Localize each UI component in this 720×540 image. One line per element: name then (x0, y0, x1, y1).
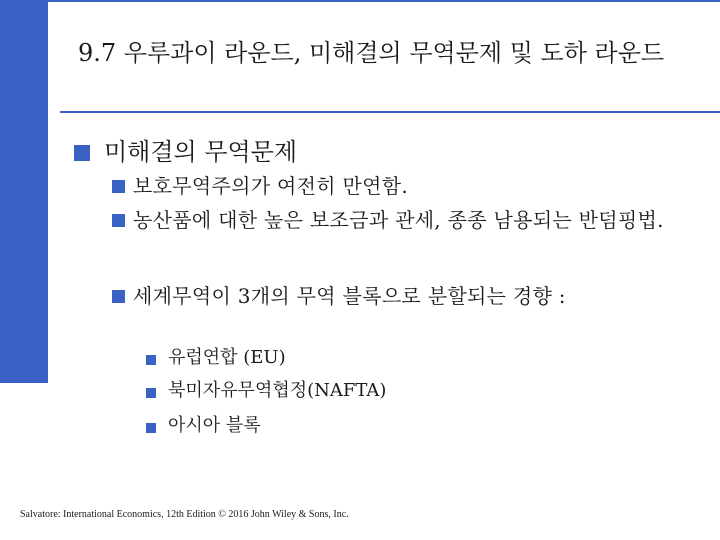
bullet-text: 보호무역주의가 여전히 만연함. (133, 174, 409, 198)
sub-bullet-text: 아시아 블록 (168, 415, 261, 436)
square-bullet-icon (146, 388, 156, 398)
square-bullet-icon (112, 214, 125, 227)
square-bullet-icon (74, 145, 90, 161)
bullet-text: 세계무역이 3개의 무역 블록으로 분할되는 경향 : (133, 284, 566, 308)
square-bullet-icon (146, 423, 156, 433)
sub-bullet-text: 유럽연합 (EU) (168, 347, 286, 368)
section-heading: 미해결의 무역문제 (104, 138, 298, 166)
list-item (112, 282, 682, 310)
heading-item (74, 136, 297, 168)
title-divider (60, 111, 720, 113)
square-bullet-icon (112, 290, 125, 303)
slide-title: 9.7 우루과이 라운드, 미해결의 무역문제 및 도하 라운드 (78, 39, 665, 67)
footer-citation: Salvatore: International Economics, 12th Edition © 2016 John Wiley & Sons, Inc. (20, 509, 349, 520)
square-bullet-icon (112, 180, 125, 193)
sub-bullet-text: 북미자유무역협정(NAFTA) (168, 380, 387, 401)
bullet-text: 농산품에 대한 높은 보조금과 관세, 종종 남용되는 반덤핑법. (133, 208, 664, 232)
sub-list-item (146, 378, 386, 404)
sub-list-item (146, 413, 261, 439)
left-accent-bar (0, 0, 48, 383)
list-item (112, 206, 682, 234)
sub-list-item (146, 345, 286, 371)
list-item (112, 172, 682, 200)
square-bullet-icon (146, 355, 156, 365)
top-rule (48, 0, 720, 2)
